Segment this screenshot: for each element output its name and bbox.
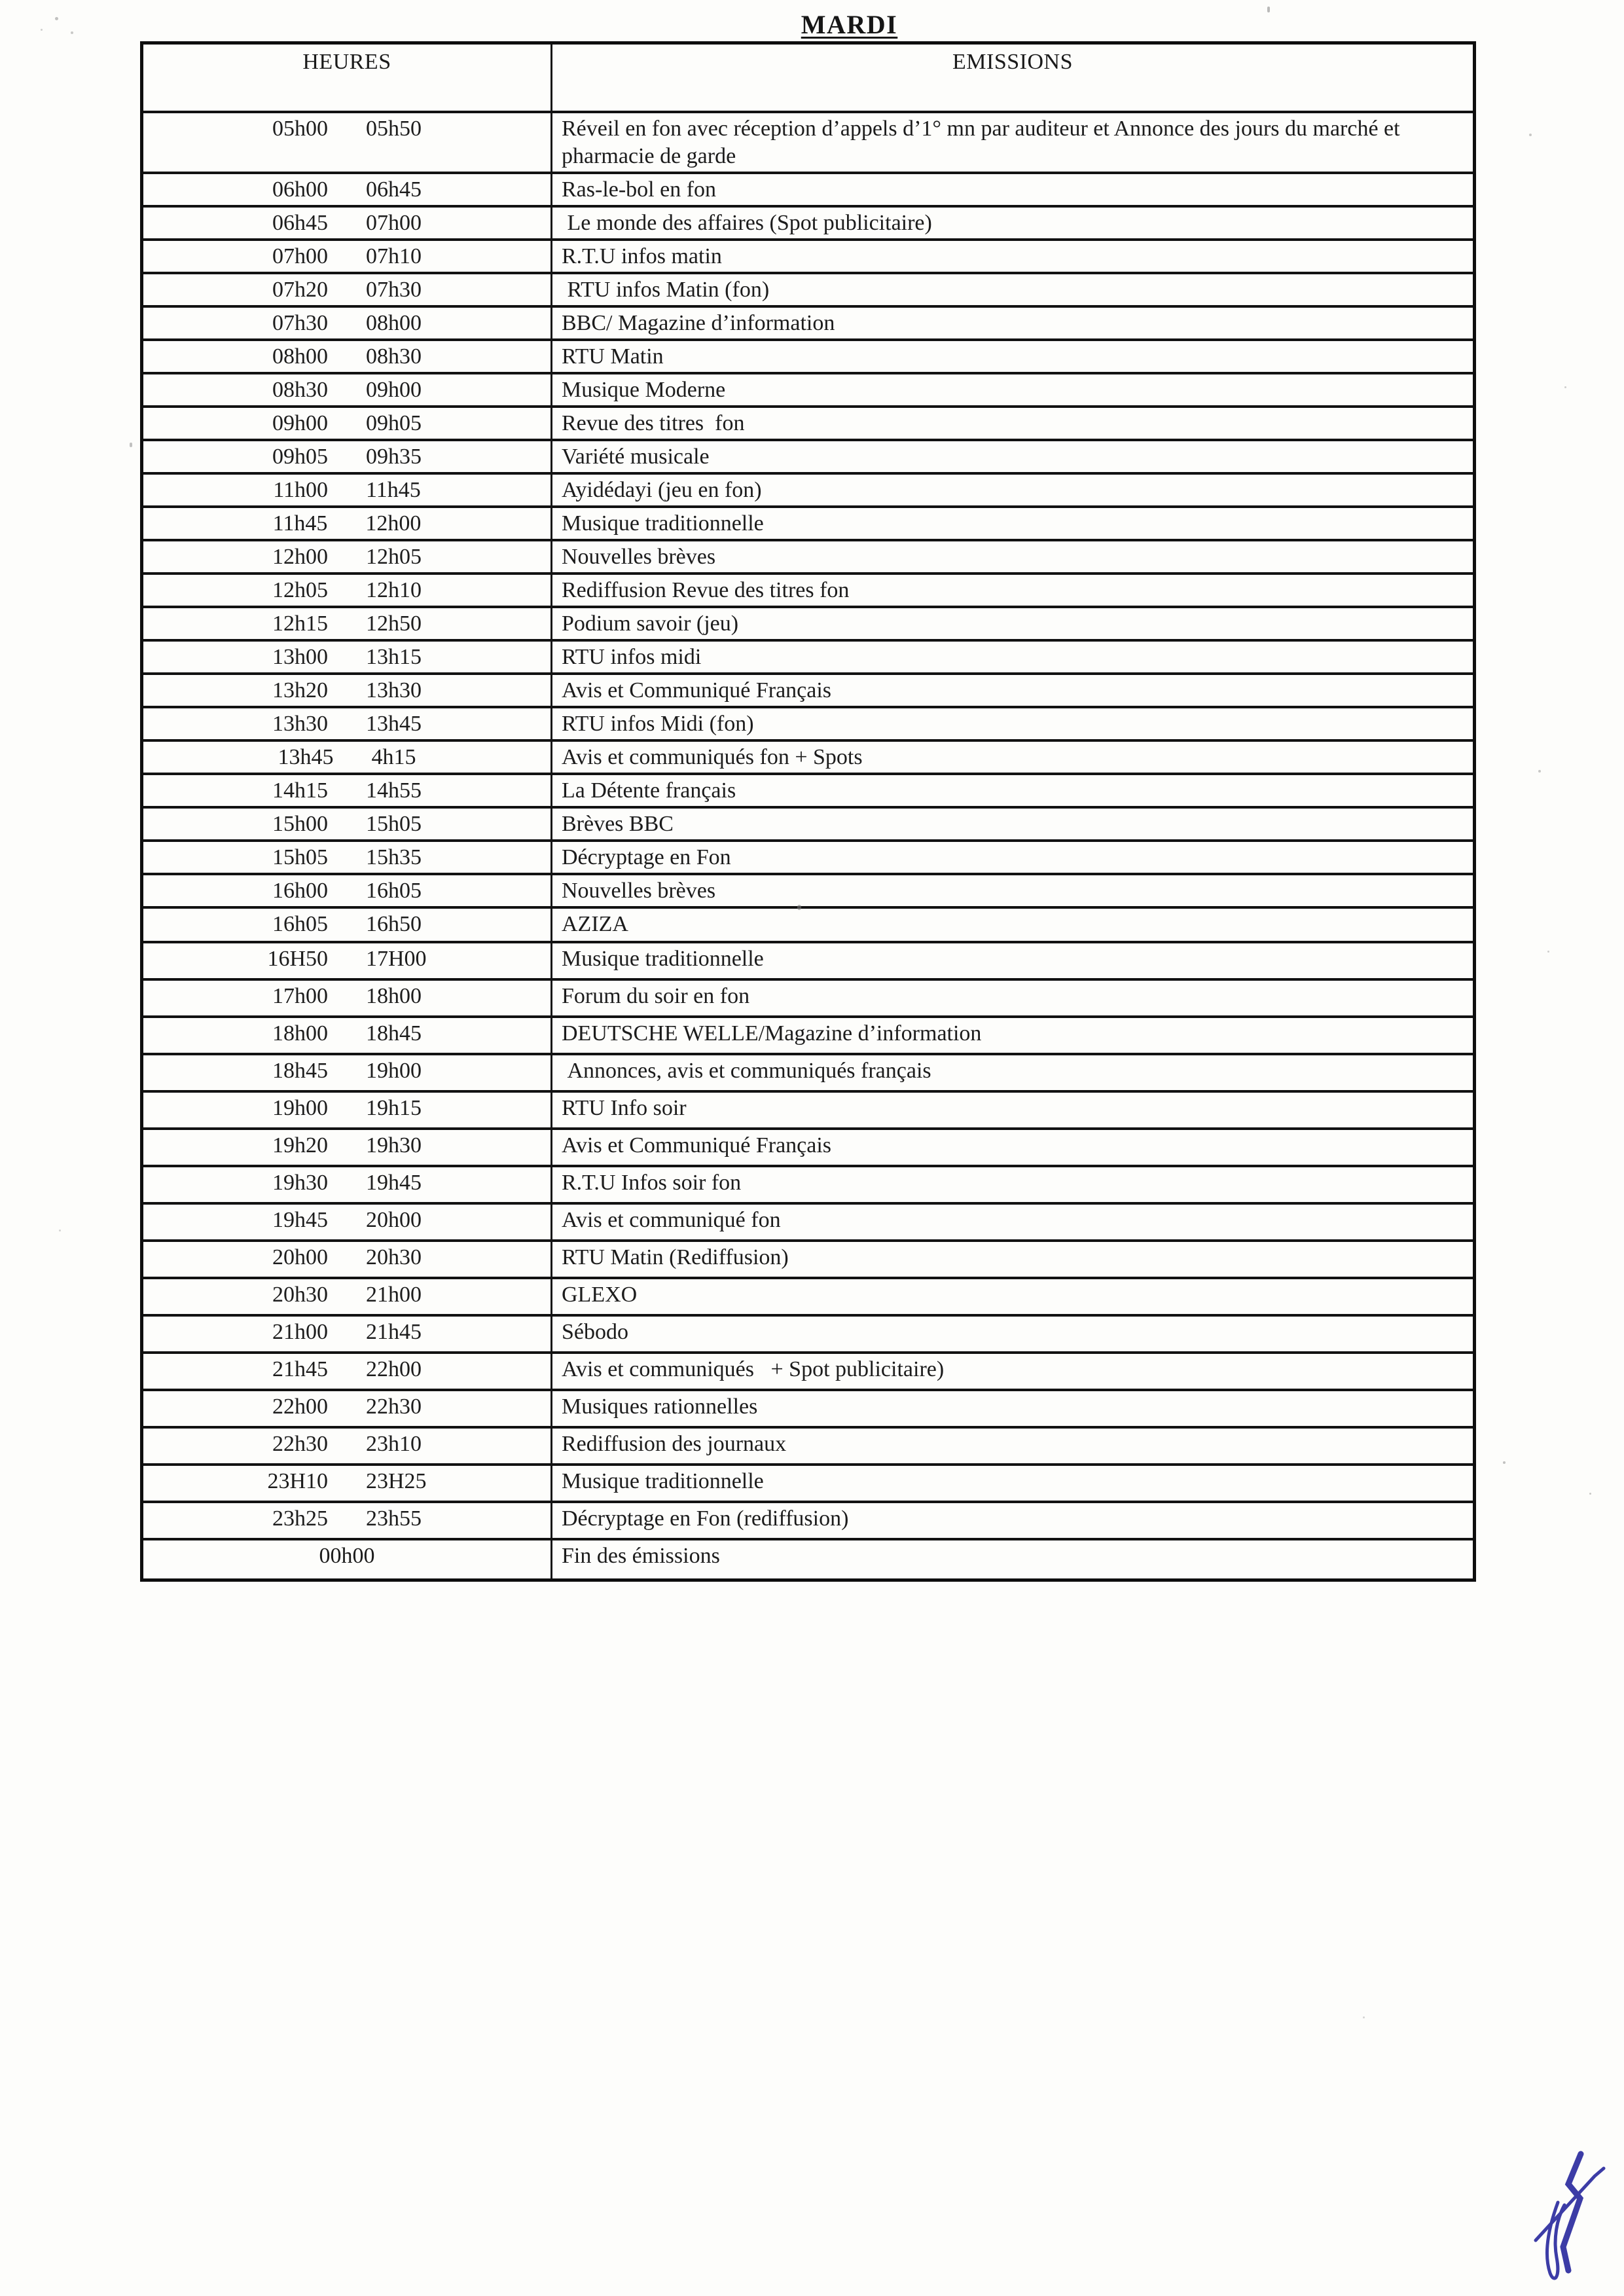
start-time: 07h00 <box>272 244 328 268</box>
end-time: 15h35 <box>366 845 422 869</box>
time-range <box>144 210 550 236</box>
table-row <box>142 1465 1475 1502</box>
emission-cell: Musique traditionnelle <box>552 942 1475 979</box>
emission-cell: Fin des émissions <box>552 1539 1475 1580</box>
time-range <box>144 878 550 904</box>
emission-cell: Variété musicale <box>552 440 1475 473</box>
time-cell <box>142 774 552 807</box>
table-row <box>142 979 1475 1017</box>
pen-strokes <box>1536 2154 1604 2278</box>
table-row <box>142 640 1475 674</box>
start-time: 00h00 <box>319 1544 375 1568</box>
table-row <box>142 874 1475 907</box>
emission-cell: AZIZA <box>552 907 1475 942</box>
page-title: MARDI <box>801 10 898 39</box>
end-time: 13h45 <box>366 712 422 736</box>
table-row <box>142 306 1475 340</box>
time-range <box>144 1095 550 1121</box>
end-time: 22h00 <box>366 1357 422 1381</box>
end-time: 19h15 <box>366 1096 422 1120</box>
start-time: 12h05 <box>272 578 328 602</box>
time-range <box>144 511 550 537</box>
time-range <box>144 444 550 470</box>
end-time: 20h00 <box>366 1208 422 1232</box>
time-cell <box>142 740 552 774</box>
start-time: 16h00 <box>272 879 328 903</box>
table-row <box>142 440 1475 473</box>
time-cell <box>142 1091 552 1129</box>
emission-cell: Ayidédayi (jeu en fon) <box>552 473 1475 507</box>
scan-speck <box>41 29 43 31</box>
time-range <box>144 711 550 737</box>
emission-cell: Revue des titres fon <box>552 407 1475 440</box>
start-time: 23H10 <box>267 1469 328 1493</box>
scan-speck <box>1503 1461 1506 1464</box>
table-row <box>142 173 1475 206</box>
time-cell <box>142 507 552 540</box>
start-time: 20h00 <box>272 1245 328 1269</box>
emission-cell: BBC/ Magazine d’information <box>552 306 1475 340</box>
emission-cell: Avis et communiqué fon <box>552 1203 1475 1241</box>
emission-cell: Musique traditionnelle <box>552 507 1475 540</box>
emission-cell: Le monde des affaires (Spot publicitaire) <box>552 206 1475 240</box>
table-row <box>142 507 1475 540</box>
table-row <box>142 1278 1475 1315</box>
table-row <box>142 206 1475 240</box>
time-cell <box>142 1465 552 1502</box>
end-time: 07h10 <box>366 244 422 268</box>
end-time: 16h50 <box>366 912 422 936</box>
time-range <box>144 577 550 604</box>
time-range <box>144 1021 550 1047</box>
start-time: 12h00 <box>272 545 328 569</box>
time-cell <box>142 942 552 979</box>
emission-cell: Musique Moderne <box>552 373 1475 407</box>
time-cell <box>142 173 552 206</box>
time-cell <box>142 407 552 440</box>
end-time: 18h00 <box>366 984 422 1008</box>
end-time: 13h15 <box>366 645 422 669</box>
emission-cell: Annonces, avis et communiqués français <box>552 1054 1475 1091</box>
end-time: 19h00 <box>366 1059 422 1083</box>
start-time: 21h00 <box>272 1320 328 1344</box>
time-range <box>144 611 550 637</box>
start-time: 15h00 <box>272 812 328 836</box>
time-range <box>144 544 550 570</box>
time-cell <box>142 979 552 1017</box>
header-row <box>142 43 1475 113</box>
table-row <box>142 1539 1475 1580</box>
time-range <box>144 116 550 142</box>
emission-cell: Décryptage en Fon <box>552 841 1475 874</box>
start-time: 18h00 <box>272 1021 328 1046</box>
time-cell <box>142 340 552 373</box>
time-range <box>144 1319 550 1345</box>
table-row <box>142 473 1475 507</box>
table-row <box>142 607 1475 640</box>
time-range <box>144 1357 550 1383</box>
time-range <box>144 1207 550 1233</box>
end-time: 16h05 <box>366 879 422 903</box>
time-cell <box>142 1278 552 1315</box>
time-cell <box>142 273 552 306</box>
start-time: 19h00 <box>272 1096 328 1120</box>
table-row <box>142 942 1475 979</box>
end-time: 4h15 <box>371 745 416 769</box>
time-range <box>144 1058 550 1084</box>
time-cell <box>142 112 552 173</box>
end-time: 23H25 <box>366 1469 427 1493</box>
scan-speck <box>59 1230 61 1231</box>
time-cell <box>142 1353 552 1390</box>
start-time: 16H50 <box>267 947 328 971</box>
table-row <box>142 707 1475 740</box>
time-cell <box>142 874 552 907</box>
start-time: 13h20 <box>272 678 328 702</box>
time-cell <box>142 1315 552 1353</box>
time-range <box>144 477 550 503</box>
time-range <box>144 310 550 337</box>
start-time: 21h45 <box>272 1357 328 1381</box>
time-range <box>144 811 550 837</box>
time-cell <box>142 640 552 674</box>
time-cell <box>142 540 552 574</box>
end-time: 21h00 <box>366 1283 422 1307</box>
end-time: 05h50 <box>366 117 422 141</box>
time-cell <box>142 1241 552 1278</box>
emission-cell: R.T.U Infos soir fon <box>552 1166 1475 1203</box>
table-row <box>142 774 1475 807</box>
table-row <box>142 907 1475 942</box>
time-cell <box>142 607 552 640</box>
scan-speck <box>55 17 58 20</box>
time-cell <box>142 1390 552 1427</box>
end-time: 12h10 <box>366 578 422 602</box>
emission-cell: RTU infos midi <box>552 640 1475 674</box>
table-row <box>142 841 1475 874</box>
emission-cell: Sébodo <box>552 1315 1475 1353</box>
emission-cell: Rediffusion des journaux <box>552 1427 1475 1465</box>
scan-speck <box>797 905 801 910</box>
start-time: 22h00 <box>272 1394 328 1419</box>
start-time: 16h05 <box>272 912 328 936</box>
time-cell <box>142 841 552 874</box>
end-time: 12h00 <box>365 511 422 536</box>
table-row <box>142 273 1475 306</box>
end-time: 12h50 <box>366 611 422 636</box>
end-time: 09h05 <box>366 411 422 435</box>
time-range <box>144 946 550 972</box>
time-range <box>144 1543 550 1569</box>
end-time: 08h30 <box>366 344 422 369</box>
time-range <box>144 177 550 203</box>
emission-cell: Nouvelles brèves <box>552 540 1475 574</box>
time-cell <box>142 674 552 707</box>
time-cell <box>142 473 552 507</box>
emission-cell: RTU Info soir <box>552 1091 1475 1129</box>
table-row <box>142 1390 1475 1427</box>
emission-cell: Forum du soir en fon <box>552 979 1475 1017</box>
end-time: 06h45 <box>366 177 422 202</box>
time-range <box>144 1431 550 1457</box>
end-time: 13h30 <box>366 678 422 702</box>
schedule-body <box>142 112 1475 1580</box>
emission-cell: RTU infos Matin (fon) <box>552 273 1475 306</box>
scan-speck <box>1363 2016 1365 2018</box>
time-range <box>144 244 550 270</box>
start-time: 08h30 <box>272 378 328 402</box>
scan-speck <box>71 31 73 34</box>
end-time: 19h45 <box>366 1171 422 1195</box>
start-time: 19h45 <box>272 1208 328 1232</box>
time-cell <box>142 1017 552 1054</box>
time-range <box>144 1506 550 1532</box>
table-row <box>142 1502 1475 1539</box>
table-row <box>142 1427 1475 1465</box>
emission-cell: RTU Matin (Rediffusion) <box>552 1241 1475 1278</box>
table-row <box>142 1203 1475 1241</box>
schedule-table <box>140 41 1476 1582</box>
end-time: 07h00 <box>366 211 422 235</box>
emission-cell: Réveil en fon avec réception d’appels d’1° mn par auditeur et Annonce des jours du marché et pharmacie de garde <box>552 112 1475 173</box>
time-cell <box>142 907 552 942</box>
start-time: 07h30 <box>272 311 328 335</box>
time-cell <box>142 1203 552 1241</box>
time-range <box>144 983 550 1010</box>
end-time: 15h05 <box>366 812 422 836</box>
time-cell <box>142 1129 552 1166</box>
start-time: 12h15 <box>272 611 328 636</box>
end-time: 18h45 <box>366 1021 422 1046</box>
emission-cell: Ras-le-bol en fon <box>552 173 1475 206</box>
table-row <box>142 1091 1475 1129</box>
scan-speck <box>1538 770 1541 773</box>
time-range <box>144 1133 550 1159</box>
emission-cell: Nouvelles brèves <box>552 874 1475 907</box>
table-row <box>142 740 1475 774</box>
start-time: 17h00 <box>272 984 328 1008</box>
time-cell <box>142 306 552 340</box>
table-row <box>142 1315 1475 1353</box>
start-time: 20h30 <box>272 1283 328 1307</box>
time-range <box>144 377 550 403</box>
table-row <box>142 540 1475 574</box>
end-time: 09h00 <box>366 378 422 402</box>
emission-cell: Musique traditionnelle <box>552 1465 1475 1502</box>
emission-cell: Avis et communiqués fon + Spots <box>552 740 1475 774</box>
time-cell <box>142 206 552 240</box>
scan-speck <box>1589 1493 1591 1495</box>
time-cell <box>142 1427 552 1465</box>
time-range <box>144 1170 550 1196</box>
start-time: 11h00 <box>273 478 328 502</box>
time-cell <box>142 240 552 273</box>
table-row <box>142 574 1475 607</box>
start-time: 19h20 <box>272 1133 328 1157</box>
time-range <box>144 344 550 370</box>
scan-speck <box>1547 951 1549 953</box>
table-row <box>142 240 1475 273</box>
emission-cell: Brèves BBC <box>552 807 1475 841</box>
time-cell <box>142 707 552 740</box>
pen-signature-mark <box>1517 2142 1615 2293</box>
end-time: 09h35 <box>366 445 422 469</box>
table-row <box>142 1166 1475 1203</box>
start-time: 05h00 <box>272 117 328 141</box>
time-range <box>144 678 550 704</box>
table-row <box>142 373 1475 407</box>
time-range <box>144 1282 550 1308</box>
emission-cell: GLEXO <box>552 1278 1475 1315</box>
column-header-emissions: EMISSIONS <box>552 43 1475 113</box>
end-time: 22h30 <box>366 1394 422 1419</box>
start-time: 07h20 <box>272 278 328 302</box>
table-row <box>142 1353 1475 1390</box>
table-row <box>142 1054 1475 1091</box>
table-row <box>142 407 1475 440</box>
emission-cell: La Détente français <box>552 774 1475 807</box>
end-time: 08h00 <box>366 311 422 335</box>
time-range <box>144 845 550 871</box>
start-time: 09h00 <box>272 411 328 435</box>
scan-speck <box>130 443 132 447</box>
start-time: 22h30 <box>272 1432 328 1456</box>
table-row <box>142 112 1475 173</box>
start-time: 23h25 <box>272 1506 328 1531</box>
time-cell <box>142 574 552 607</box>
table-row <box>142 807 1475 841</box>
emission-cell: RTU infos Midi (fon) <box>552 707 1475 740</box>
time-cell <box>142 440 552 473</box>
end-time: 20h30 <box>366 1245 422 1269</box>
time-range <box>144 911 550 938</box>
time-cell <box>142 1166 552 1203</box>
time-cell <box>142 1539 552 1580</box>
emission-cell: Avis et Communiqué Français <box>552 674 1475 707</box>
emission-cell: Musiques rationnelles <box>552 1390 1475 1427</box>
time-range <box>144 778 550 804</box>
time-range <box>144 1468 550 1495</box>
start-time: 06h45 <box>272 211 328 235</box>
table-row <box>142 1129 1475 1166</box>
end-time: 19h30 <box>366 1133 422 1157</box>
end-time: 12h05 <box>366 545 422 569</box>
end-time: 23h10 <box>366 1432 422 1456</box>
start-time: 13h45 <box>278 745 334 769</box>
emission-cell: Avis et Communiqué Français <box>552 1129 1475 1166</box>
time-cell <box>142 373 552 407</box>
end-time: 23h55 <box>366 1506 422 1531</box>
table-row <box>142 1241 1475 1278</box>
end-time: 11h45 <box>366 478 421 502</box>
time-range <box>144 410 550 437</box>
time-cell <box>142 1502 552 1539</box>
emission-cell: RTU Matin <box>552 340 1475 373</box>
start-time: 06h00 <box>272 177 328 202</box>
emission-cell: Décryptage en Fon (rediffusion) <box>552 1502 1475 1539</box>
emission-cell: Rediffusion Revue des titres fon <box>552 574 1475 607</box>
start-time: 13h00 <box>272 645 328 669</box>
scan-speck <box>1529 134 1532 136</box>
table-row <box>142 1017 1475 1054</box>
table-row <box>142 674 1475 707</box>
time-range <box>144 277 550 303</box>
emission-cell: Avis et communiqués + Spot publicitaire) <box>552 1353 1475 1390</box>
time-range <box>144 1394 550 1420</box>
scan-speck <box>1564 386 1566 388</box>
end-time: 21h45 <box>366 1320 422 1344</box>
emission-cell: R.T.U infos matin <box>552 240 1475 273</box>
start-time: 14h15 <box>272 778 328 803</box>
start-time: 08h00 <box>272 344 328 369</box>
start-time: 11h45 <box>272 511 328 536</box>
end-time: 07h30 <box>366 278 422 302</box>
start-time: 19h30 <box>272 1171 328 1195</box>
time-range <box>144 644 550 670</box>
time-cell <box>142 807 552 841</box>
start-time: 09h05 <box>272 445 328 469</box>
end-time: 17H00 <box>366 947 427 971</box>
time-cell <box>142 1054 552 1091</box>
start-time: 18h45 <box>272 1059 328 1083</box>
time-range <box>144 1245 550 1271</box>
start-time: 15h05 <box>272 845 328 869</box>
column-header-heures: HEURES <box>142 43 552 113</box>
end-time: 14h55 <box>366 778 422 803</box>
scan-speck <box>1267 7 1270 12</box>
emission-cell: Podium savoir (jeu) <box>552 607 1475 640</box>
time-range <box>144 744 550 771</box>
emission-cell: DEUTSCHE WELLE/Magazine d’information <box>552 1017 1475 1054</box>
start-time: 13h30 <box>272 712 328 736</box>
table-row <box>142 340 1475 373</box>
